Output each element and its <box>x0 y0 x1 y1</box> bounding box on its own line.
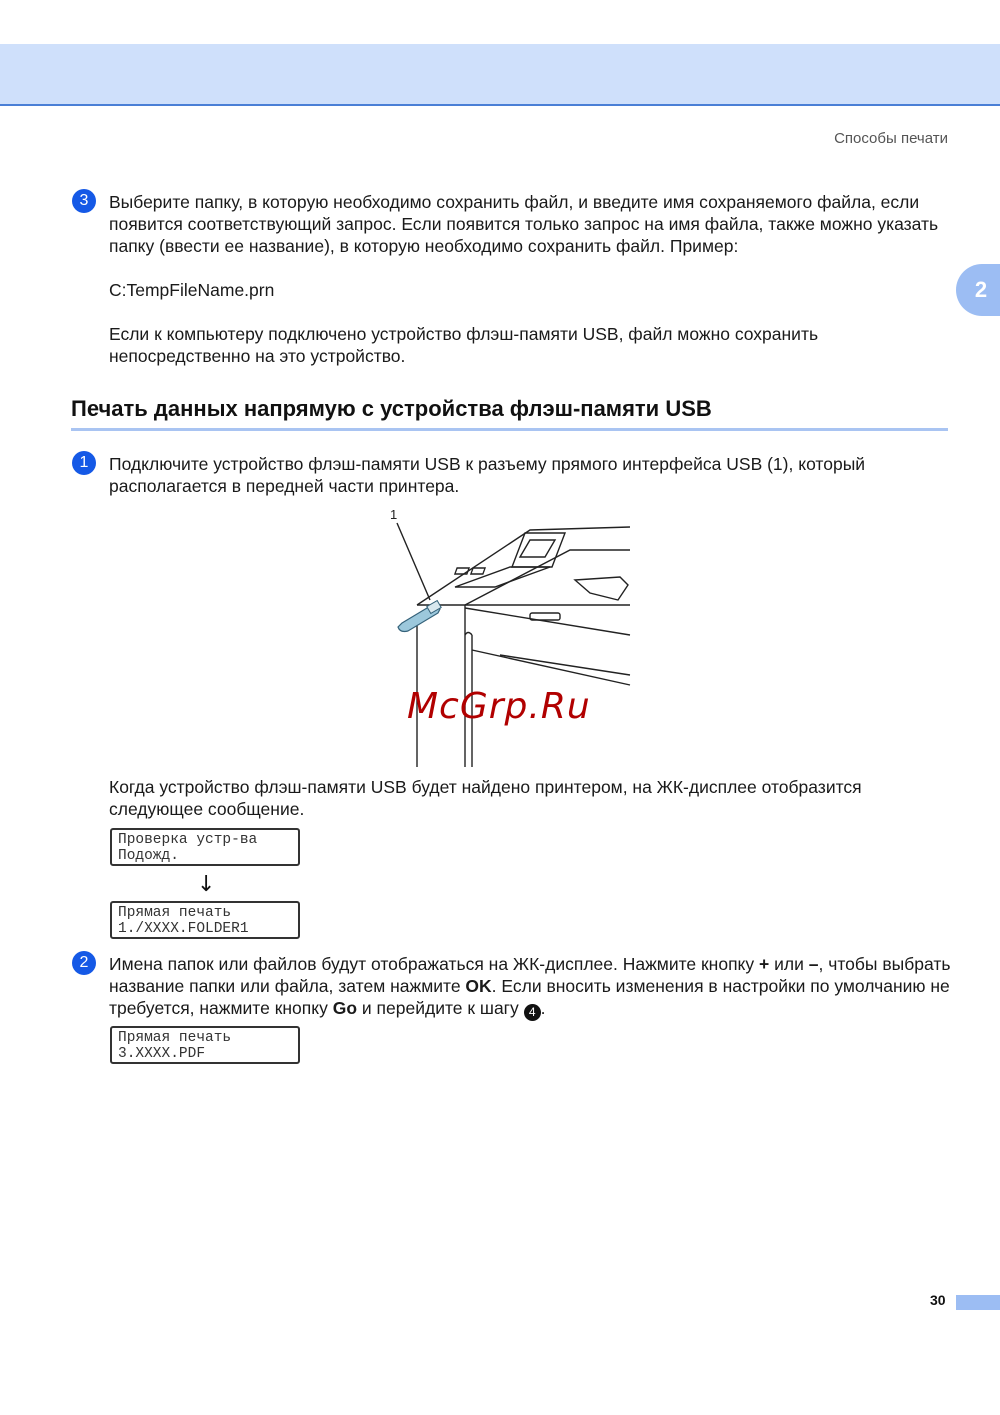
lcd-screen-direct-print-file <box>110 1026 300 1064</box>
usb-save-note: Если к компьютеру подключено устройство флэш-памяти USB, файл можно сохранить непосредственно на это устройство. <box>109 324 819 366</box>
usb-detected-text: Когда устройство флэш-памяти USB будет найдено принтером, на ЖК-дисплее отобразится следующее сообщение. <box>109 777 862 819</box>
lcd-screen-checking <box>110 828 300 866</box>
chapter-tab: 2 <box>956 264 1000 316</box>
example-path: C:TempFileName.prn <box>109 280 275 300</box>
go-key: Go <box>332 998 358 1018</box>
lcd-line-2: 1./XXXX.FOLDER1 <box>118 921 249 937</box>
page-number: 30 <box>930 1292 946 1308</box>
lcd-screen-direct-print-folder <box>110 901 300 939</box>
lcd-line-2: Подожд. <box>118 848 179 864</box>
minus-key: – <box>808 954 819 974</box>
watermark-logo: McGrp.Ru <box>407 686 591 727</box>
lcd-line-1: Проверка устр-ва <box>118 832 258 848</box>
callout-leader-line <box>397 523 430 600</box>
step-1-marker: 1 <box>72 451 96 475</box>
lcd-line-1: Прямая печать <box>118 905 232 921</box>
step-3-marker: 3 <box>72 189 96 213</box>
lcd-line-2: 3.XXXX.PDF <box>118 1046 206 1062</box>
step-2-marker: 2 <box>72 951 96 975</box>
running-title: Способы печати <box>834 130 948 147</box>
printer-usb-illustration <box>380 505 635 770</box>
step-1-text: Подключите устройство флэш-памяти USB к разъему прямого интерфейса USB (1), который располагается в передней части принтера. <box>109 454 866 496</box>
step-4-reference: 4 <box>524 1004 541 1021</box>
step-3-text: Выберите папку, в которую необходимо сохранить файл, и введите имя сохраняемого файла, если появится соответствующий запрос. Если появится только запрос на имя файла, также можно указать папку (ввести ее название), в которую необходимо сохранить файл. Пример: <box>109 192 939 256</box>
down-arrow-icon: ↓ <box>197 872 216 897</box>
section-title: Печать данных напрямую с устройства флэш-памяти USB <box>71 396 948 431</box>
plus-key: + <box>759 954 770 974</box>
ok-key: OK <box>465 976 492 996</box>
callout-label: 1 <box>390 507 398 522</box>
step-2-text: Имена папок или файлов будут отображаться на ЖК-дисплее. Нажмите кнопку + или –, чтобы выбрать название папки или файла, затем нажмите OK. Если вносить изменения в настройки по умолчанию не требуется, нажмите кнопку Go и перейдите к шагу 4 . <box>109 954 951 1019</box>
header-band <box>0 44 1000 106</box>
footer-band <box>956 1295 1000 1310</box>
lcd-line-1: Прямая печать <box>118 1030 232 1046</box>
